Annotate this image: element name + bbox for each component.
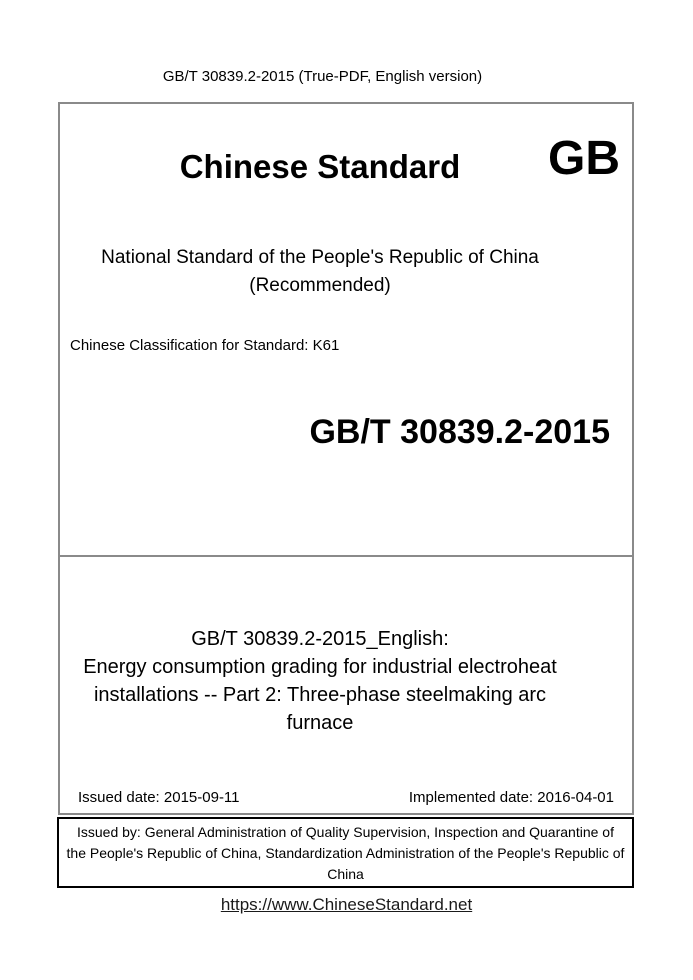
gb-logo: GB [548, 132, 620, 185]
page-header-caption: GB/T 30839.2-2015 (True-PDF, English version) [162, 68, 483, 85]
section-divider [60, 555, 632, 557]
implemented-date: Implemented date: 2016-04-01 [408, 789, 614, 806]
classification-line: Chinese Classification for Standard: K61 [70, 337, 340, 354]
recommended-line: (Recommended) [249, 275, 391, 296]
issuer-box [57, 817, 634, 888]
issuer-line-3: China [327, 866, 364, 882]
issuer-line-2: the People's Republic of China, Standardization Administration of the People's Republic of [66, 845, 625, 861]
footer-row [0, 893, 693, 916]
standard-code-title: GB/T 30839.2-2015 [309, 413, 610, 451]
english-title-line-1: GB/T 30839.2-2015_English: [191, 628, 449, 650]
english-title-line-2: Energy consumption grading for industrial electroheat [83, 656, 557, 678]
issued-date: Issued date: 2015-09-11 [78, 789, 240, 806]
cover-box [58, 102, 634, 815]
brand-title: Chinese Standard [179, 148, 461, 185]
website-link[interactable]: https://www.ChineseStandard.net [220, 895, 473, 914]
national-standard-line: National Standard of the People's Republic of China [101, 247, 539, 268]
english-title-block [60, 625, 580, 737]
issuer-line-1: Issued by: General Administration of Quality Supervision, Inspection and Quarantine of [77, 824, 614, 840]
dates-row [78, 788, 614, 808]
english-title-line-3: installations -- Part 2: Three-phase steelmaking arc furnace [93, 684, 547, 734]
